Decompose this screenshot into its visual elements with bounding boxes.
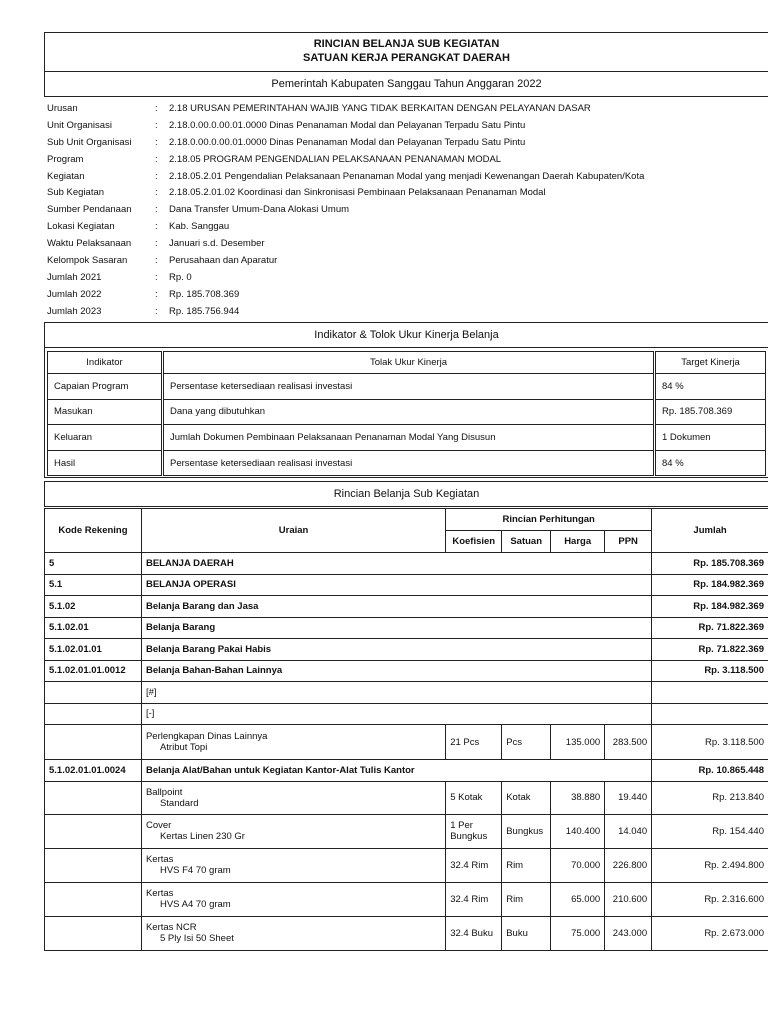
info-colon: : [155,204,158,216]
info-row [47,118,762,135]
table-row [45,660,768,682]
info-colon: : [155,103,158,114]
uraian-cell: BELANJA OPERASI [141,574,651,596]
info-label: Unit Organisasi [47,119,112,131]
target-cell: 1 Dokumen [656,425,766,451]
jumlah-cell: Rp. 3.118.500 [652,660,768,682]
uraian-cell: Belanja Bahan-Bahan Lainnya [141,660,651,682]
item-name: Kertas [145,888,174,899]
uraian-cell: Belanja Barang dan Jasa [141,596,651,618]
ppn-cell: 243.000 [605,916,652,950]
satuan-header: Satuan [502,531,551,553]
target-cell: 84 % [656,450,766,476]
uraian-cell [141,916,445,950]
item-name: Kertas NCR [145,922,197,933]
kode-header: Kode Rekening [45,509,142,553]
info-colon: : [155,170,158,182]
jumlah-cell: Rp. 71.822.369 [652,617,768,639]
info-value: Rp. 185.708.369 [169,288,240,300]
indikator-row [48,425,766,451]
rincian-perhitungan-header: Rincian Perhitungan [446,509,652,531]
info-value: Dana Transfer Umum-Dana Alokasi Umum [169,204,350,216]
koefisien-cell: 1 Per Bungkus [446,814,502,848]
koefisien-cell: 32.4 Rim [446,848,502,882]
info-value: Rp. 0 [169,271,192,283]
table-row [45,703,768,725]
info-colon: : [155,271,158,283]
info-label: Sub Unit Organisasi [47,136,132,148]
info-label: Sumber Pendanaan [47,204,132,216]
satuan-cell: Pcs [502,725,551,760]
target-cell: Rp. 185.708.369 [656,399,766,425]
table-row [45,725,768,760]
info-label: Program [47,153,84,165]
info-label: Kelompok Sasaran [47,255,128,267]
table-row [45,553,768,575]
harga-cell: 38.880 [551,781,605,814]
indikator-cell: Hasil [48,450,162,476]
info-colon: : [155,255,158,267]
table-row [45,848,768,882]
ppn-cell: 226.800 [605,848,652,882]
marker-cell: [-] [141,703,651,725]
table-row [45,882,768,916]
title-line-1: RINCIAN BELANJA SUB KEGIATAN [313,38,500,50]
item-spec: Atribut Topi [159,742,208,753]
table-row [45,617,768,639]
ppn-cell: 19.440 [605,781,652,814]
info-colon: : [155,221,158,233]
item-spec: Kertas Linen 230 Gr [159,831,245,842]
info-label: Kegiatan [47,170,85,182]
info-row [47,135,762,152]
uraian-cell [141,725,445,760]
rincian-title: Rincian Belanja Sub Kegiatan [44,481,768,507]
item-spec: Standard [159,797,199,809]
uraian-cell [141,848,445,882]
uraian-header: Uraian [141,509,445,553]
satuan-cell: Rim [502,882,551,916]
indikator-table-wrapper [44,347,768,478]
ppn-cell: 210.600 [605,882,652,916]
uraian-cell [141,781,445,814]
table-row [45,596,768,618]
jumlah-header: Jumlah [652,509,768,553]
marker-cell: [#] [141,682,651,704]
info-row [47,287,762,304]
satuan-cell: Rim [502,848,551,882]
table-row [45,639,768,661]
info-value: 2.18.05 PROGRAM PENGENDALIAN PELAKSANAAN PENANAMAN MODAL [169,153,502,165]
indikator-row [48,399,766,425]
satuan-cell: Kotak [502,781,551,814]
info-label: Waktu Pelaksanaan [47,238,132,250]
kode-cell: 5.1.02.01.01.0024 [45,760,142,782]
harga-cell: 140.400 [551,814,605,848]
jumlah-cell: Rp. 2.673.000 [652,916,768,950]
harga-cell: 75.000 [551,916,605,950]
rincian-table [44,508,768,951]
info-value: Rp. 185.756.944 [169,305,240,317]
jumlah-cell: Rp. 213.840 [652,781,768,814]
title-line-2: SATUAN KERJA PERANGKAT DAERAH [303,52,510,64]
koefisien-cell: 5 Kotak [446,781,502,814]
info-colon: : [155,305,158,317]
item-name: Kertas [145,854,174,865]
info-colon: : [155,187,158,199]
document-title [44,32,768,72]
info-value: 2.18.0.00.0.00.01.0000 Dinas Penanaman Modal dan Pelayanan Terpadu Satu Pintu [169,136,526,148]
jumlah-cell: Rp. 154.440 [652,814,768,848]
info-colon: : [155,119,158,131]
uraian-cell: Belanja Barang Pakai Habis [141,639,651,661]
indikator-row [48,450,766,476]
info-label: Jumlah 2022 [47,288,102,300]
indikator-header: Indikator [48,352,162,374]
info-row [47,101,762,118]
kode-cell: 5.1.02 [45,596,142,618]
info-value: 2.18.05.2.01 Pengendalian Pelaksanaan Penanaman Modal yang menjadi Kewenangan Daerah Kabupaten/Kota [169,170,645,182]
jumlah-cell: Rp. 3.118.500 [652,725,768,760]
tolak-cell: Persentase ketersediaan realisasi investasi [164,374,654,400]
info-row [47,236,762,253]
item-spec: HVS F4 70 gram [159,865,231,876]
info-label: Jumlah 2021 [47,271,102,283]
table-row [45,814,768,848]
info-colon: : [155,153,158,165]
indikator-cell: Capaian Program [48,374,162,400]
jumlah-cell: Rp. 2.316.600 [652,882,768,916]
tolak-cell: Dana yang dibutuhkan [164,399,654,425]
target-header: Target Kinerja [656,352,766,374]
indikator-cell: Keluaran [48,425,162,451]
item-spec: 5 Ply Isi 50 Sheet [159,933,234,944]
info-row [47,152,762,169]
table-row [45,682,768,704]
table-row [45,574,768,596]
uraian-cell [141,814,445,848]
info-label: Sub Kegiatan [47,187,105,199]
info-value: Kab. Sanggau [169,221,230,233]
tolak-cell: Persentase ketersediaan realisasi investasi [164,450,654,476]
item-name: Cover [145,820,172,831]
info-row [47,219,762,236]
koefisien-header: Koefisien [446,531,502,553]
info-row [47,169,762,186]
indikator-header-row [48,352,766,374]
uraian-cell [141,882,445,916]
info-value: Januari s.d. Desember [169,238,265,250]
uraian-cell: Belanja Barang [141,617,651,639]
jumlah-cell: Rp. 184.982.369 [652,574,768,596]
item-name: Perlengkapan Dinas Lainnya [145,731,268,742]
info-row [47,304,762,321]
info-row [47,253,762,270]
jumlah-cell: Rp. 184.982.369 [652,596,768,618]
jumlah-cell: Rp. 2.494.800 [652,848,768,882]
target-cell: 84 % [656,374,766,400]
kode-cell: 5.1 [45,574,142,596]
tolak-header: Tolak Ukur Kinerja [164,352,654,374]
ppn-cell: 283.500 [605,725,652,760]
kode-cell: 5.1.02.01.01.0012 [45,660,142,682]
info-section [47,101,762,321]
indikator-title: Indikator & Tolok Ukur Kinerja Belanja [44,322,768,348]
info-label: Jumlah 2023 [47,305,102,317]
document-subtitle: Pemerintah Kabupaten Sanggau Tahun Anggaran 2022 [44,71,768,97]
harga-cell: 65.000 [551,882,605,916]
table-row [45,760,768,782]
indikator-cell: Masukan [48,399,162,425]
satuan-cell: Buku [502,916,551,950]
info-colon: : [155,136,158,148]
jumlah-cell: Rp. 71.822.369 [652,639,768,661]
item-spec: HVS A4 70 gram [159,899,231,910]
info-value: 2.18.05.2.01.02 Koordinasi dan Sinkronisasi Pembinaan Pelaksanaan Penanaman Modal [169,187,546,199]
table-row [45,781,768,814]
jumlah-cell: Rp. 185.708.369 [652,553,768,575]
info-value: Perusahaan dan Aparatur [169,255,278,267]
info-row [47,202,762,219]
info-value: 2.18.0.00.0.00.01.0000 Dinas Penanaman Modal dan Pelayanan Terpadu Satu Pintu [169,119,526,131]
uraian-cell: BELANJA DAERAH [141,553,651,575]
info-label: Lokasi Kegiatan [47,221,115,233]
rincian-header-row [45,509,768,531]
koefisien-cell: 32.4 Rim [446,882,502,916]
harga-header: Harga [551,531,605,553]
info-label: Urusan [47,103,78,114]
info-row [47,185,762,202]
table-row [45,916,768,950]
kode-cell: 5 [45,553,142,575]
jumlah-cell: Rp. 10.865.448 [652,760,768,782]
kode-cell: 5.1.02.01.01 [45,639,142,661]
koefisien-cell: 32.4 Buku [446,916,502,950]
harga-cell: 135.000 [551,725,605,760]
indikator-row [48,374,766,400]
koefisien-cell: 21 Pcs [446,725,502,760]
ppn-cell: 14.040 [605,814,652,848]
item-name: Ballpoint [145,786,183,798]
satuan-cell: Bungkus [502,814,551,848]
indikator-table [47,351,766,476]
info-value: 2.18 URUSAN PEMERINTAHAN WAJIB YANG TIDAK BERKAITAN DENGAN PELAYANAN DASAR [169,103,591,114]
info-colon: : [155,288,158,300]
ppn-header: PPN [605,531,652,553]
info-row [47,270,762,287]
kode-cell: 5.1.02.01 [45,617,142,639]
harga-cell: 70.000 [551,848,605,882]
uraian-cell: Belanja Alat/Bahan untuk Kegiatan Kantor-Alat Tulis Kantor [141,760,651,782]
tolak-cell: Jumlah Dokumen Pembinaan Pelaksanaan Penanaman Modal Yang Disusun [164,425,654,451]
info-colon: : [155,238,158,250]
